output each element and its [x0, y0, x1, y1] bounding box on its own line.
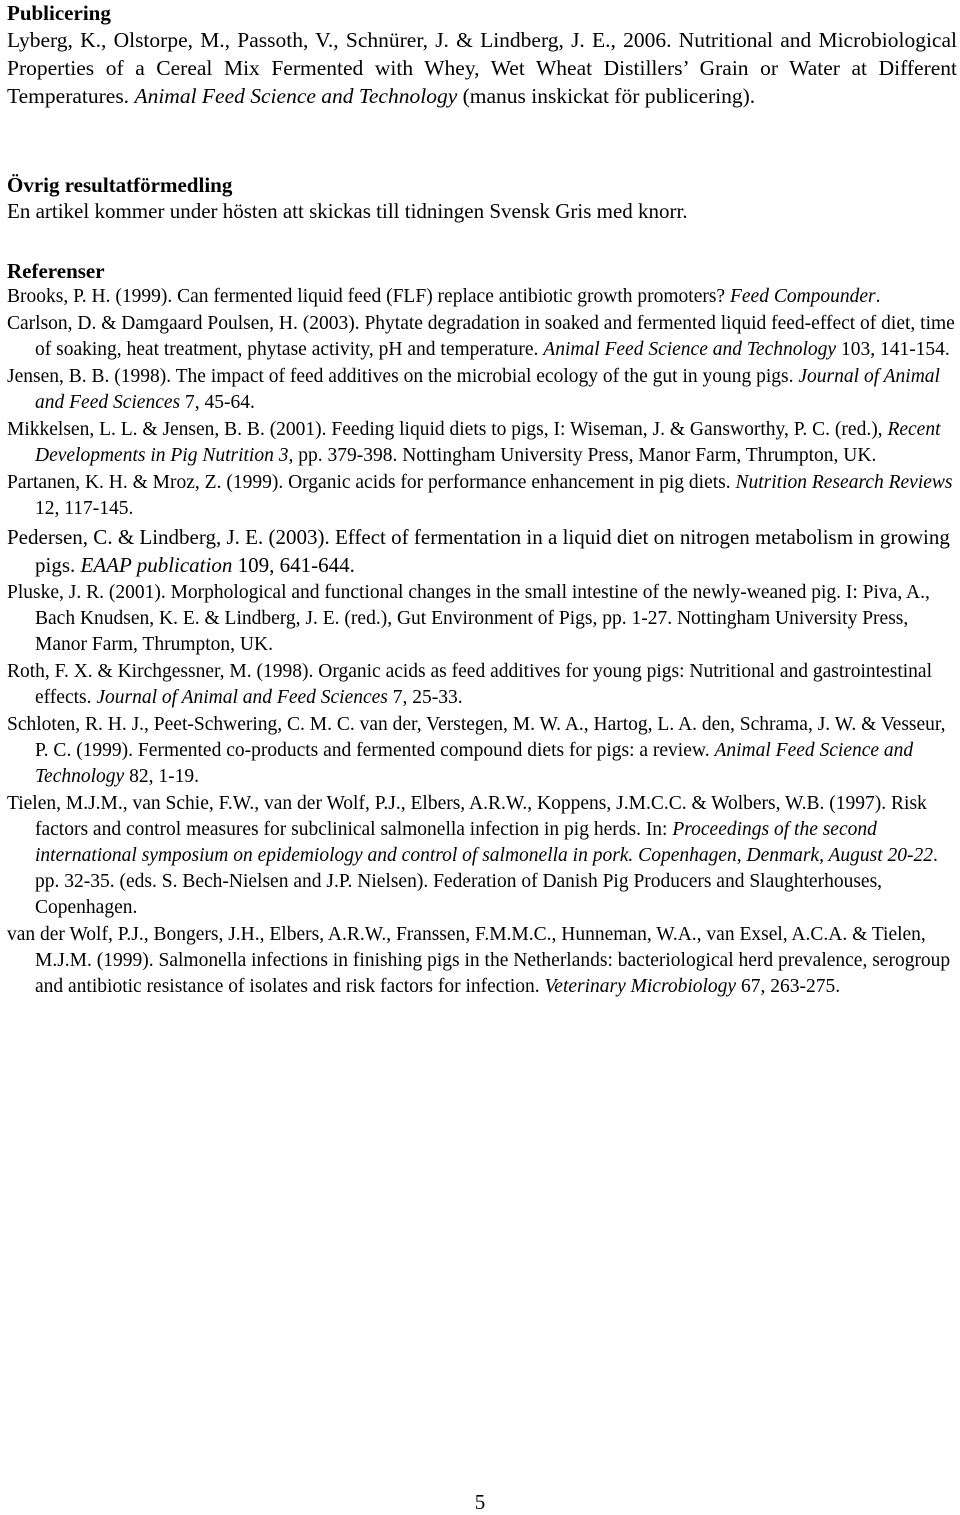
reference-source: Veterinary Microbiology: [544, 976, 737, 997]
reference-item-1: [7, 284, 957, 310]
ovrig-section: [7, 172, 957, 225]
reference-details: 109, 641-644.: [232, 553, 355, 577]
reference-text: Tielen, M.J.M., van Schie, F.W., van der Wolf, P.J., Elbers, A.R.W., Koppens, J.M.C.C. & Wolbers, W.B. (1997). Risk factors and control measures for subclinical salmonella infection in pig herds. In:: [7, 793, 927, 840]
reference-source: Animal Feed Science and Technology: [35, 740, 914, 787]
reference-list: [7, 284, 957, 1000]
reference-text: Mikkelsen, L. L. & Jensen, B. B. (2001). Feeding liquid diets to pigs, I: Wiseman, J. & Gansworthy, P. C. (red.),: [7, 419, 888, 440]
reference-details: . pp. 32-35. (eds. S. Bech-Nielsen and J.P. Nielsen). Federation of Danish Pig Producers and Slaughterhouses, Copenhagen.: [35, 845, 938, 918]
reference-text: Pedersen, C. & Lindberg, J. E. (2003). Effect of fermentation in a liquid diet on nitrogen metabolism in growing pigs.: [7, 525, 950, 577]
reference-item-6: [7, 523, 957, 579]
publicering-citation-journal: Animal Feed Science and Technology: [134, 84, 458, 108]
reference-text: Pluske, J. R. (2001). Morphological and functional changes in the small intestine of the newly-weaned pig. I: Piva, A., Bach Knudsen, K. E. & Lindberg, J. E. (red.), Gut Environment of Pigs, pp. 1-27. Nottingham University Press, Manor Farm, Thrumpton, UK.: [7, 582, 930, 655]
reference-item-11: [7, 922, 957, 1000]
reference-text: Brooks, P. H. (1999). Can fermented liquid feed (FLF) replace antibiotic growth promoters?: [7, 286, 730, 307]
publicering-citation-authors: Lyberg, K., Olstorpe, M., Passoth, V., Schnürer, J. & Lindberg, J. E., 2006. Nutritional and Microbiological Properties of a Cereal Mix Fermented with Whey, Wet Wheat Distillers’ Grain or Water at Different Temperatures.: [7, 28, 957, 108]
reference-source: Journal of Animal and Feed Sciences: [35, 366, 940, 413]
reference-details: , pp. 379-398. Nottingham University Press, Manor Farm, Thrumpton, UK.: [288, 445, 877, 466]
ovrig-text: En artikel kommer under hösten att skickas till tidningen Svensk Gris med knorr.: [7, 199, 688, 223]
ovrig-heading: Övrig resultatförmedling: [7, 173, 233, 197]
publicering-heading: Publicering: [7, 1, 111, 25]
reference-text: Schloten, R. H. J., Peet-Schwering, C. M. C. van der, Verstegen, M. W. A., Hartog, L. A. den, Schrama, J. W. & Vesseur, P. C. (1999). Fermented co-products and fermented compound diets for pigs: a review.: [7, 714, 946, 761]
reference-source: Nutrition Research Reviews: [735, 472, 953, 493]
reference-item-7: [7, 580, 957, 658]
reference-details: .: [875, 286, 881, 307]
reference-source: Feed Compounder: [729, 286, 876, 307]
publicering-citation-tail: (manus inskickat för publicering).: [457, 84, 756, 108]
reference-text: Carlson, D. & Damgaard Poulsen, H. (2003). Phytate degradation in soaked and fermented liquid feed-effect of diet, time of soaking, heat treatment, phytase activity, pH and temperature.: [7, 313, 955, 360]
reference-item-4: [7, 417, 957, 469]
reference-text: Jensen, B. B. (1998). The impact of feed additives on the microbial ecology of the gut in young pigs.: [7, 366, 799, 387]
publicering-section: [7, 0, 957, 110]
reference-details: 67, 263-275.: [736, 976, 841, 997]
referenser-section: [7, 258, 957, 1000]
reference-details: 103, 141-154.: [836, 339, 950, 360]
page-number: 5: [474, 1490, 486, 1514]
reference-source: Animal Feed Science and Technology: [543, 339, 837, 360]
reference-item-8: [7, 659, 957, 711]
referenser-heading: Referenser: [7, 259, 105, 283]
reference-item-10: [7, 791, 957, 921]
reference-source: Journal of Animal and Feed Sciences: [96, 687, 388, 708]
reference-source: Recent Developments in Pig Nutrition 3: [35, 419, 941, 466]
publicering-citation: [7, 26, 957, 110]
reference-source: EAAP publication: [80, 553, 233, 577]
reference-item-2: [7, 311, 957, 363]
reference-item-9: [7, 712, 957, 790]
reference-details: 82, 1-19.: [124, 766, 199, 787]
reference-details: 7, 25-33.: [387, 687, 463, 708]
reference-source: Proceedings of the second international symposium on epidemiology and control of salmonella in pork. Copenhagen, Denmark, August 20-22: [35, 819, 933, 866]
reference-details: 12, 117-145.: [35, 498, 134, 519]
reference-item-3: [7, 364, 957, 416]
reference-text: Partanen, K. H. & Mroz, Z. (1999). Organic acids for performance enhancement in pig diets.: [7, 472, 736, 493]
reference-text: van der Wolf, P.J., Bongers, J.H., Elbers, A.R.W., Franssen, F.M.M.C., Hunneman, W.A., van Exsel, A.C.A. & Tielen, M.J.M. (1999). Salmonella infections in finishing pigs in the Netherlands: bacteriological herd prevalence, serogroup and antibiotic resistance of isolates and risk factors for infection.: [7, 924, 951, 997]
reference-details: 7, 45-64.: [180, 392, 255, 413]
reference-item-5: [7, 470, 957, 522]
reference-text: Roth, F. X. & Kirchgessner, M. (1998). Organic acids as feed additives for young pigs: Nutritional and gastrointestinal effects.: [7, 661, 933, 708]
